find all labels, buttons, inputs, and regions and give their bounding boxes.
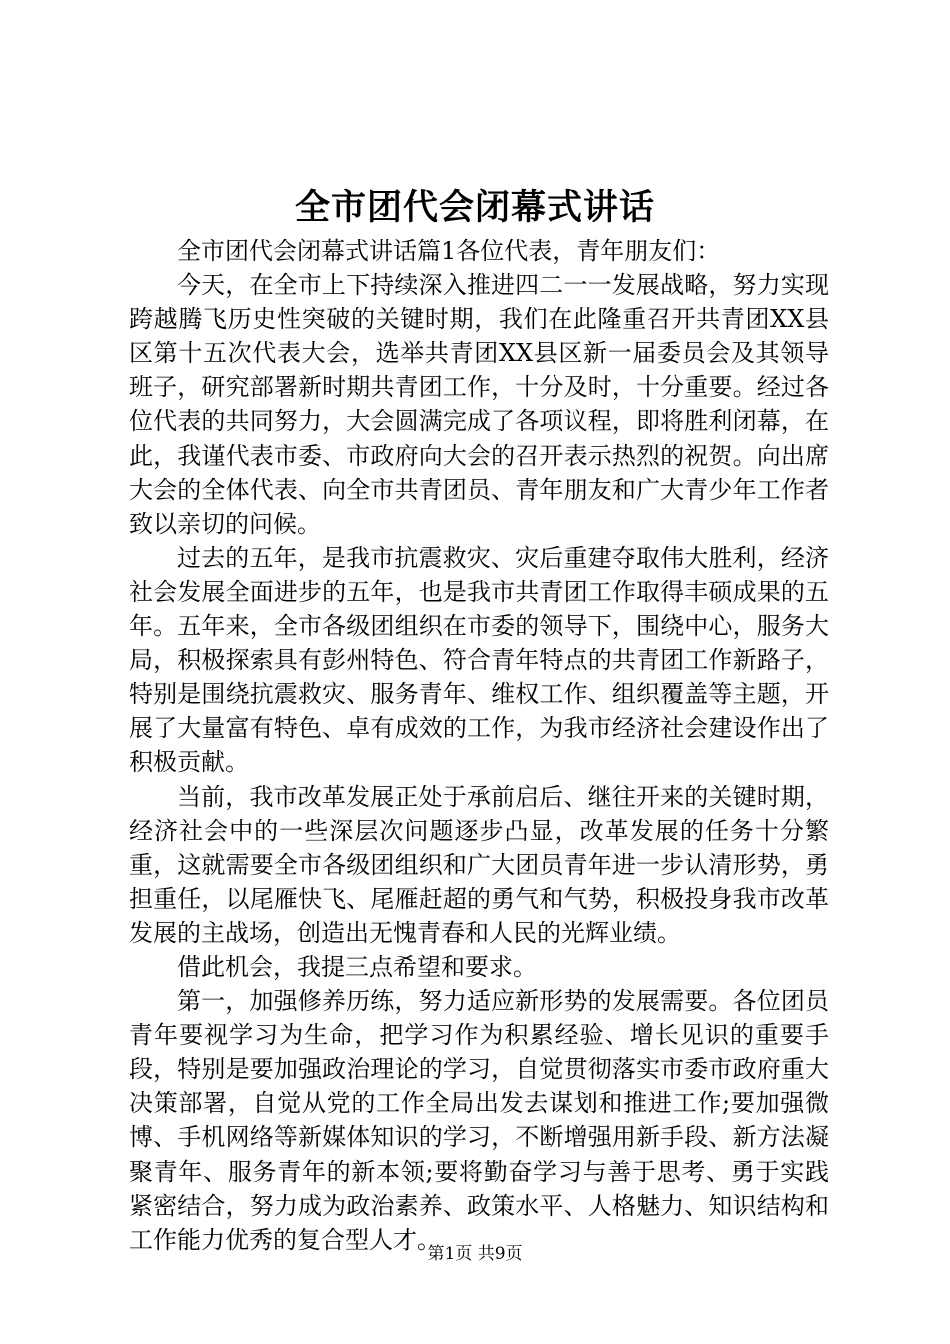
paragraph: 全市团代会闭幕式讲话篇1各位代表，青年朋友们： [177,237,721,265]
paragraph: 第一，加强修养历练，努力适应新形势的发展需要。各位团员青年要视学习为生命，把学习作为积累经验、增长见识的重要手段，特别是要加强政治理论的学习，自觉贯彻落实市委市政府重大决策部署，自觉从党的工作全局出发去谋划和推进工作;要加强微博、手机网络等新媒体知识的学习，不断增强用新手段、新方法凝聚青年、服务青年的新本领;要将勤奋学习与善于思考、勇于实践紧密结合，努力成为政治素养、政策水平、人格魅力、知识结构和工作能力优秀的复合型人才。 [129,987,829,1254]
page-number-footer: 第1页 共9页 [427,1244,523,1264]
paragraph: 今天，在全市上下持续深入推进四二一一发展战略，努力实现跨越腾飞历史性突破的关键时期，我们在此隆重召开共青团XX县区第十五次代表大会，选举共青团XX县区新一届委员会及其领导班子，研究部署新时期共青团工作，十分及时，十分重要。经过各位代表的共同努力，大会圆满完成了各项议程，即将胜利闭幕，在此，我谨代表市委、市政府向大会的召开表示热烈的祝贺。向出席大会的全体代表、向全市共青团员、青年朋友和广大青少年工作者致以亲切的问候。 [129,271,829,538]
paragraph: 过去的五年，是我市抗震救灾、灾后重建夺取伟大胜利，经济社会发展全面进步的五年，也是我市共青团工作取得丰硕成果的五年。五年来，全市各级团组织在市委的领导下，围绕中心，服务大局，积极探索具有彭州特色、符合青年特点的共青团工作新路子，特别是围绕抗震救灾、服务青年、维权工作、组织覆盖等主题，开展了大量富有特色、卓有成效的工作，为我市经济社会建设作出了积极贡献。 [129,543,829,777]
document-title: 全市团代会闭幕式讲话 [294,187,655,228]
paragraph: 借此机会，我提三点希望和要求。 [177,952,537,981]
paragraph: 当前，我市改革发展正处于承前启后、继往开来的关键时期，经济社会中的一些深层次问题逐步凸显，改革发展的任务十分繁重，这就需要全市各级团组织和广大团员青年进一步认清形势，勇担重任，以尾雁快飞、尾雁赶超的勇气和气势，积极投身我市改革发展的主战场，创造出无愧青春和人民的光辉业绩。 [129,782,829,947]
document-body [129,234,829,1257]
